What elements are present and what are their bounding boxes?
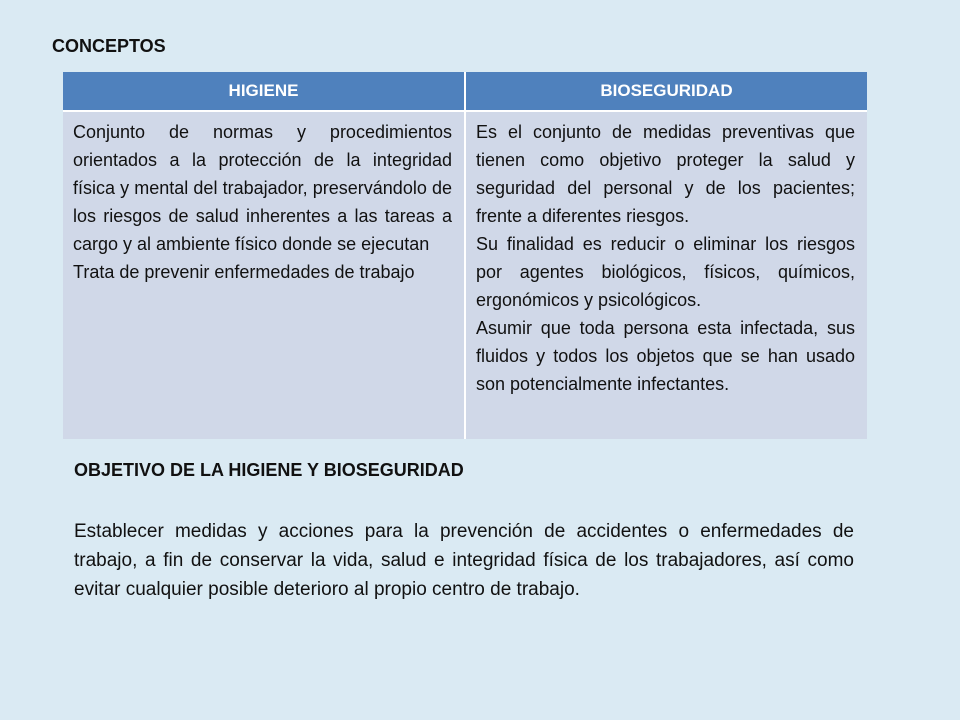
concepts-table (63, 72, 867, 439)
bioseguridad-definition: Es el conjunto de medidas preventivas que tienen como objetivo proteger la salud y seguridad del personal y de los pacientes; frente a diferentes riesgos. (476, 122, 855, 226)
column-header-higiene: HIGIENE (63, 72, 465, 111)
bioseguridad-cell (465, 111, 867, 439)
higiene-cell (63, 111, 465, 439)
objective-title: OBJETIVO DE LA HIGIENE Y BIOSEGURIDAD (74, 460, 464, 480)
higiene-purpose: Trata de prevenir enfermedades de trabajo (73, 262, 415, 282)
bioseguridad-principle: Asumir que toda persona esta infectada, sus fluidos y todos los objetos que se han usado son potencialmente infectantes. (476, 318, 855, 394)
column-header-bioseguridad: BIOSEGURIDAD (465, 72, 867, 111)
objective-text: Establecer medidas y acciones para la prevención de accidentes o enfermedades de trabajo, a fin de conservar la vida, salud e integridad física de los trabajadores, así como evitar cualquier posible deterioro al propio centro de trabajo. (74, 521, 854, 600)
higiene-definition: Conjunto de normas y procedimientos orientados a la protección de la integridad física y mental del trabajador, preservándolo de los riesgos de salud inherentes a las tareas a cargo y al ambiente físico donde se ejecutan (73, 122, 452, 254)
table-row (63, 111, 867, 439)
page-title: CONCEPTOS (52, 36, 166, 56)
table-header-row (63, 72, 867, 111)
bioseguridad-purpose: Su finalidad es reducir o eliminar los riesgos por agentes biológicos, físicos, químicos, ergonómicos y psicológicos. (476, 234, 855, 310)
